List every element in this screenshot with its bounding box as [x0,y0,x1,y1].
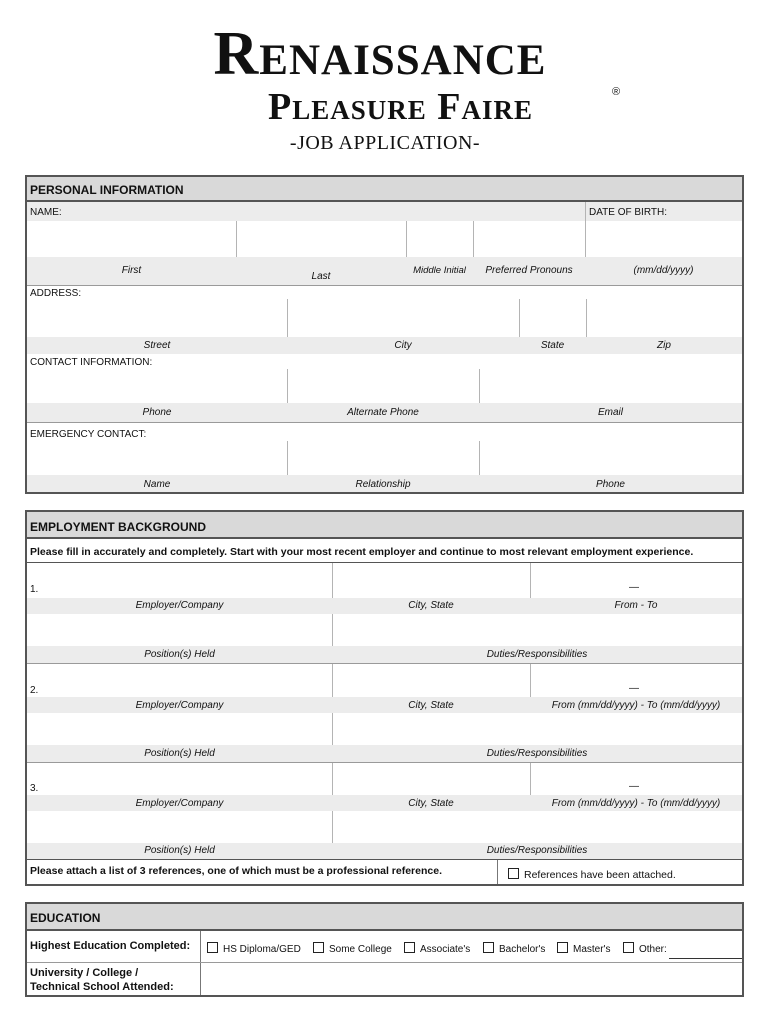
entry-number: 3. [30,783,39,794]
duties-caption: Duties/Responsibilities [486,748,588,759]
alt-phone-caption: Alternate Phone [347,407,419,418]
other-input-line[interactable] [669,958,742,959]
instructions: Please fill in accurately and completely. Start with your most recent employer and continue to most relevant employment experience. [30,546,694,558]
logo-line-1: Renaissance [213,20,547,88]
references-checkbox[interactable]: References have been attached. [508,868,676,881]
school-label: University / College / Technical School Attended: [30,967,174,993]
address-label: ADDRESS: [30,288,82,299]
option-masters[interactable]: Master's [557,942,610,955]
street-caption: Street [143,340,171,351]
entry-number: 2. [30,685,39,696]
contact-label: CONTACT INFORMATION: [30,357,153,368]
option-hs-diploma[interactable]: HS Diploma/GED [207,942,301,955]
option-other[interactable]: Other: [623,942,667,955]
zip-caption: Zip [657,340,671,351]
dates-caption: From (mm/dd/yyyy) - To (mm/dd/yyyy) [551,700,721,711]
section-title: PERSONAL INFORMATION [27,177,742,202]
emergency-name-caption: Name [143,479,171,490]
city-caption: City [394,340,412,351]
emergency-label: EMERGENCY CONTACT: [30,429,147,440]
city-state-caption: City, State [408,798,454,809]
registered-mark: ® [612,86,621,98]
personal-information-section [25,175,744,494]
position-caption: Position(s) Held [144,649,215,660]
state-caption: State [540,340,565,351]
page-title: -JOB APPLICATION- [289,132,481,154]
last-caption: Last [311,271,331,282]
dates-caption: From - To [614,600,658,611]
education-options [207,942,737,956]
education-section [25,902,744,997]
duties-caption: Duties/Responsibilities [486,649,588,660]
emergency-phone-caption: Phone [596,479,625,490]
dob-caption: (mm/dd/yyyy) [633,265,694,276]
name-label: NAME: [30,207,62,218]
first-caption: First [121,265,142,276]
logo-line-2: Pleasure Faire [268,86,533,128]
option-bachelors[interactable]: Bachelor's [483,942,545,955]
position-caption: Position(s) Held [144,845,215,856]
checkbox-icon[interactable] [557,942,568,953]
checkbox-icon[interactable] [207,942,218,953]
relationship-caption: Relationship [355,479,411,490]
option-associates[interactable]: Associate's [404,942,470,955]
checkbox-icon[interactable] [404,942,415,953]
checkbox-icon[interactable] [508,868,519,879]
pronouns-caption: Preferred Pronouns [485,265,573,276]
employer-caption: Employer/Company [135,600,224,611]
logo [0,18,770,136]
city-state-caption: City, State [408,600,454,611]
employer-caption: Employer/Company [135,798,224,809]
position-caption: Position(s) Held [144,748,215,759]
city-state-caption: City, State [408,700,454,711]
references-note: Please attach a list of 3 references, one of which must be a professional reference. [30,865,442,877]
dob-label: DATE OF BIRTH: [589,207,667,218]
dates-caption: From (mm/dd/yyyy) - To (mm/dd/yyyy) [551,798,721,809]
section-title: EMPLOYMENT BACKGROUND [27,512,742,539]
employer-caption: Employer/Company [135,700,224,711]
email-caption: Email [597,407,623,418]
checkbox-icon[interactable] [623,942,634,953]
option-some-college[interactable]: Some College [313,942,392,955]
employment-section: EMPLOYMENT BACKGROUND Please fill in accurately and completely. Start with your most recent employer and continue to most relevant employment experience. 1. — Employer/Company City, State From - To Position(s) Held Duties/Responsibilities 2. — Employer/Company City, State From (mm/dd/yyyy) - To (mm/dd/yyyy) Position(s) Held Duties/Responsibilities 3. — Employer/Company City, State From (mm/dd/yyyy) - To (mm/dd/yyyy) Position(s) Held Duties/Responsibilities Please attach a list of 3 references, one of which must be a professional reference. References have been attached. [25,510,744,886]
middle-initial-caption: Middle Initial [413,265,466,276]
checkbox-icon[interactable] [483,942,494,953]
phone-caption: Phone [142,407,172,418]
highest-education-label: Highest Education Completed: [30,940,191,952]
checkbox-icon[interactable] [313,942,324,953]
section-title: EDUCATION [27,904,742,931]
duties-caption: Duties/Responsibilities [486,845,588,856]
entry-number: 1. [30,584,39,595]
